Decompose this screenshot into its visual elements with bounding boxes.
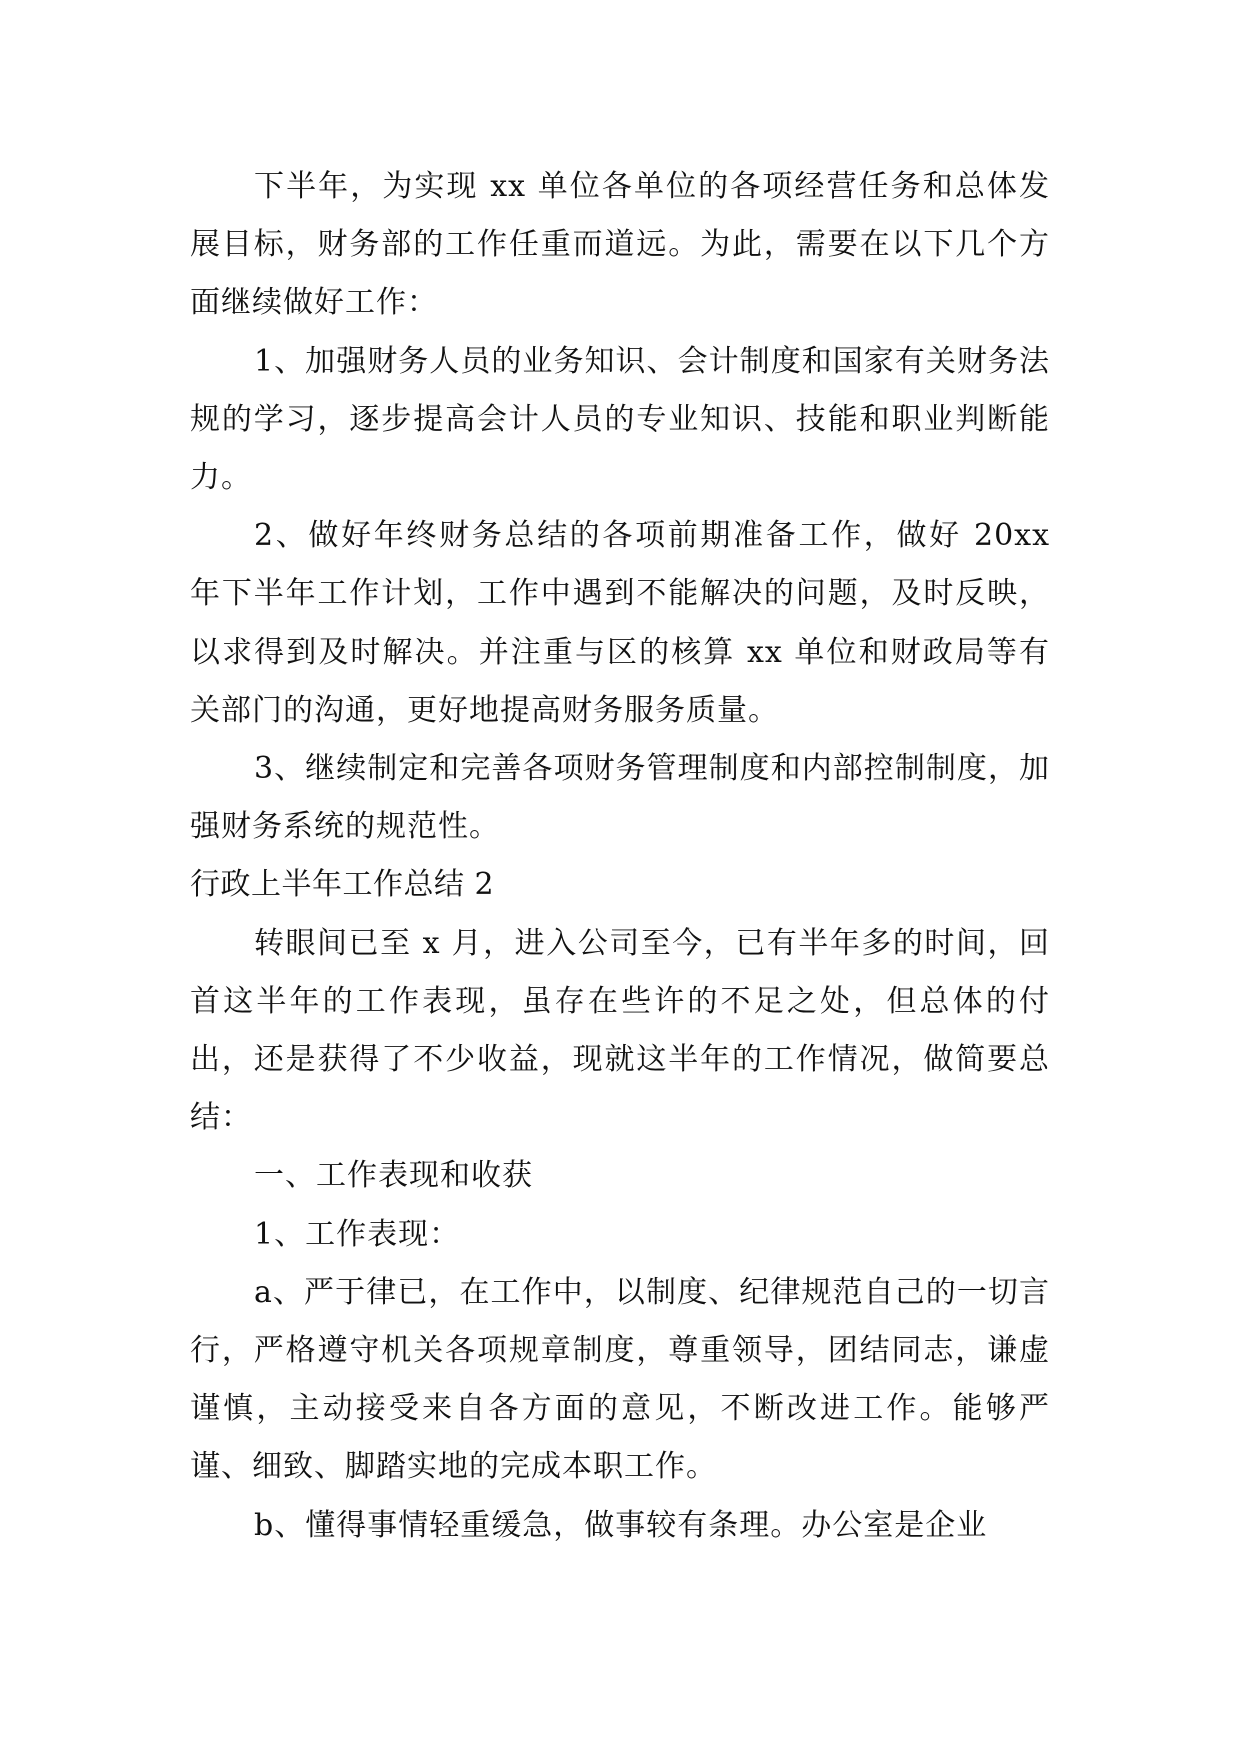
paragraph-point-a: a、严于律已，在工作中，以制度、纪律规范自己的一切言行，严格遵守机关各项规章制度，尊重领导，团结同志，谦虚谨慎，主动接受来自各方面的意见，不断改进工作。能够严谨、细致、脚踏实地的完成本职工作。: [190, 1274, 1050, 1485]
section-heading: 行政上半年工作总结 2: [190, 867, 495, 903]
paragraph-item-1: 1、加强财务人员的业务知识、会计制度和国家有关财务法规的学习，逐步提高会计人员的专业知识、技能和职业判断能力。: [190, 343, 1050, 496]
paragraph-point-b: b、懂得事情轻重缓急，做事较有条理。办公室是企业: [254, 1507, 988, 1543]
paragraph-item-3: 3、继续制定和完善各项财务管理制度和内部控制制度，加强财务系统的规范性。: [190, 751, 1050, 845]
paragraph-intro: 下半年，为实现 xx 单位各单位的各项经营任务和总体发展目标，财务部的工作任重而道远。为此，需要在以下几个方面继续做好工作：: [190, 169, 1050, 321]
subheading-performance: 一、工作表现和收获: [254, 1158, 533, 1194]
paragraph-summary-intro: 转眼间已至 x 月，进入公司至今，已有半年多的时间，回首这半年的工作表现，虽存在些许的不足之处，但总体的付出，还是获得了不少收益，现就这半年的工作情况，做简要总结：: [190, 925, 1050, 1136]
paragraph-item-2: 2、做好年终财务总结的各项前期准备工作，做好 20xx 年下半年工作计划，工作中遇到不能解决的问题，及时反映，以求得到及时解决。并注重与区的核算 xx 单位和财政局等有关部门的沟通，更好地提高财务服务质量。: [190, 518, 1050, 728]
document-body: [190, 158, 1050, 1555]
subheading-work-performance: 1、工作表现：: [254, 1216, 461, 1252]
